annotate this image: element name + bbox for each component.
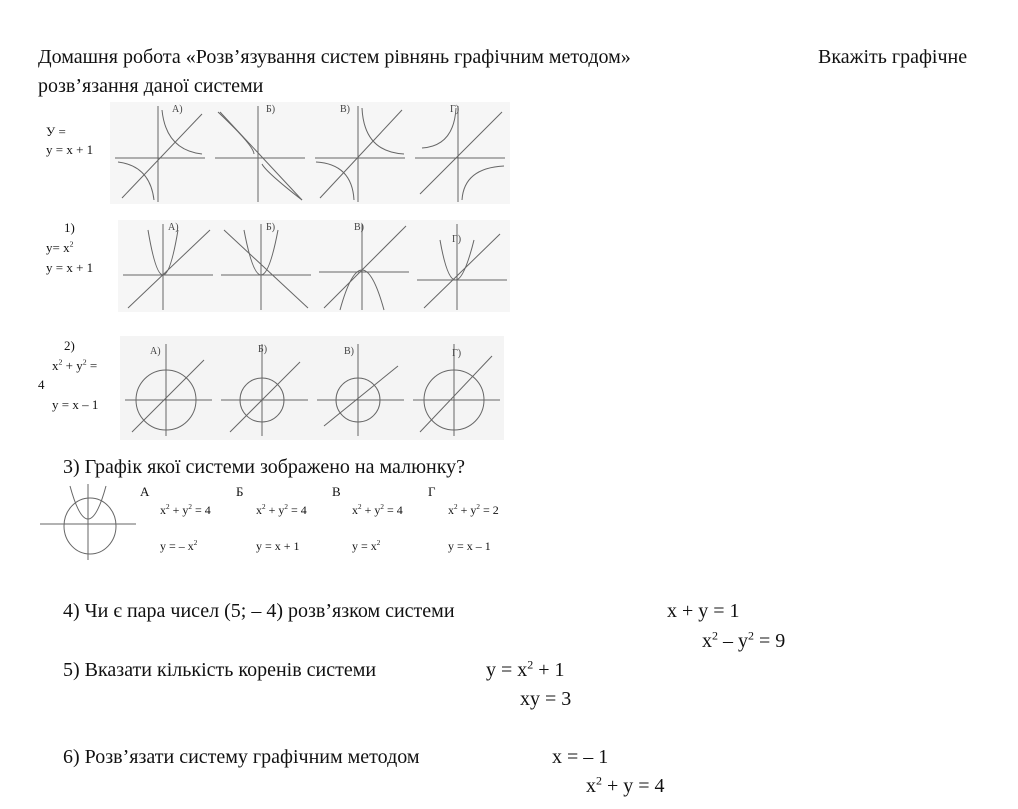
option-eq1: $x^2 + y^2 = 4$ bbox=[256, 503, 307, 517]
task4-question: 4) Чи є пара чисел (5; – 4) розв’язком системи bbox=[63, 600, 455, 622]
task5-eq1: $y = x^2 + 1$ bbox=[486, 657, 565, 681]
task1-graphs bbox=[118, 220, 510, 312]
option-eq2: y = x – 1 bbox=[448, 539, 491, 553]
option-eq2: $y = x^2$ bbox=[352, 539, 381, 553]
graph-label-a: А) bbox=[172, 104, 183, 115]
task3-graph bbox=[38, 482, 138, 562]
task2-number: 2) bbox=[64, 338, 75, 353]
task2-eq1: $x^2 + y^2$ = bbox=[52, 357, 98, 373]
task1-number: 1) bbox=[64, 220, 75, 235]
graph-label-a: А) bbox=[168, 222, 179, 233]
task0-eq2: y = x + 1 bbox=[46, 142, 94, 157]
option-eq2: y = x + 1 bbox=[256, 539, 300, 553]
task6-eq2: $x^2 + y = 4$ bbox=[586, 773, 665, 797]
option-eq1: $x^2 + y^2 = 4$ bbox=[160, 503, 211, 517]
task2-eq2: y = x – 1 bbox=[52, 397, 99, 412]
task5-eq2: xy = 3 bbox=[520, 688, 572, 710]
task6-question: 6) Розв’язати систему графічним методом bbox=[63, 746, 420, 768]
option-letter: А bbox=[140, 484, 150, 499]
graph-label-v: В) bbox=[354, 222, 364, 233]
graph-label-b: Б) bbox=[258, 344, 268, 355]
graph-label-a: А) bbox=[150, 346, 161, 357]
option-eq1: $x^2 + y^2 = 2$ bbox=[448, 503, 499, 517]
option-letter: Б bbox=[236, 484, 244, 499]
task0-eq1: У = bbox=[46, 124, 66, 139]
graph-label-v: В) bbox=[344, 346, 354, 357]
graph-label-g: Г) bbox=[452, 348, 462, 359]
task6-eq1: x = – 1 bbox=[552, 746, 609, 768]
header-title: Домашня робота «Розв’язування систем рівнянь графічним методом» bbox=[38, 46, 631, 68]
graph-label-v: В) bbox=[340, 104, 350, 115]
graph-label-g: Г) bbox=[450, 104, 460, 115]
option-eq2: y = – $x^2$ bbox=[160, 539, 198, 553]
task2-eq1-rhs: 4 bbox=[38, 377, 45, 392]
graph-label-b: Б) bbox=[266, 222, 276, 233]
task4-eq1: x + y = 1 bbox=[667, 600, 740, 622]
task0-graphs bbox=[110, 102, 510, 204]
option-letter: В bbox=[332, 484, 341, 499]
task2-graphs bbox=[120, 336, 504, 440]
task5-question: 5) Вказати кількість коренів системи bbox=[63, 659, 377, 681]
header-instruction-cont: розв’язання даної системи bbox=[38, 75, 264, 97]
option-eq1: $x^2 + y^2 = 4$ bbox=[352, 503, 403, 517]
task4-eq2: $x^2 - y^2 = 9$ bbox=[702, 628, 786, 652]
task3-question: 3) Графік якої системи зображено на малюнку? bbox=[63, 456, 466, 478]
task1-eq2: y = x + 1 bbox=[46, 260, 94, 275]
graph-label-g: Г) bbox=[452, 234, 462, 245]
task1-eq1: $y= x^2$ bbox=[46, 239, 74, 255]
option-letter: Г bbox=[428, 484, 436, 499]
header-instruction: Вкажіть графічне bbox=[818, 46, 968, 68]
graph-label-b: Б) bbox=[266, 104, 276, 115]
